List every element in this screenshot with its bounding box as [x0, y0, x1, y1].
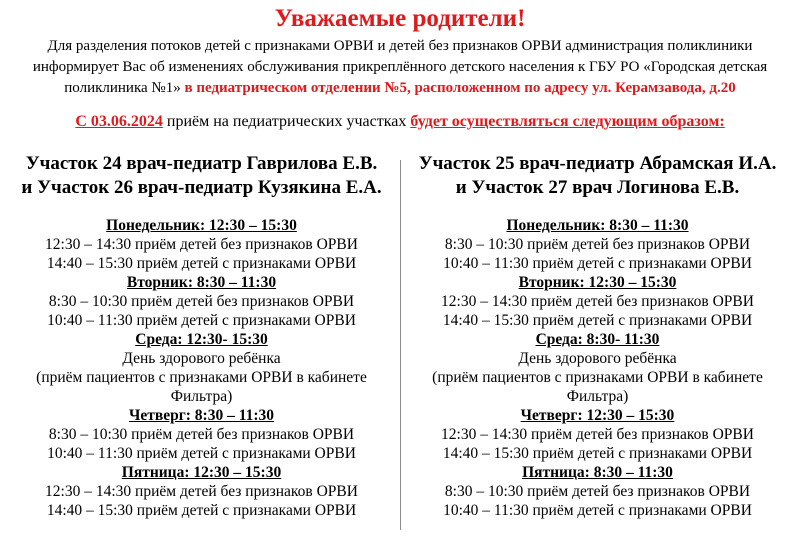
right-column-heading — [410, 152, 785, 200]
left-heading-line-2: и Участок 26 врач-педиатр Кузякина Е.А. — [21, 177, 382, 198]
right-heading-line-1: Участок 25 врач-педиатр Абрамская И.А. — [418, 153, 777, 174]
effective-date-line — [0, 111, 800, 133]
left-wednesday-line-2: (приём пациентов с признаками ОРВИ в кабинете — [36, 369, 367, 386]
right-day-monday: Понедельник: 8:30 – 11:30 — [506, 217, 689, 234]
right-thursday-slot-1: 12:30 – 14:30 приём детей без признаков ОРВИ — [441, 426, 754, 443]
left-day-tuesday: Вторник: 8:30 – 11:30 — [126, 274, 277, 291]
right-thursday-slot-2: 14:40 – 15:30 приём детей с признаками ОРВИ — [442, 445, 753, 462]
right-wednesday-line-2: (приём пациентов с признаками ОРВИ в кабинете — [432, 369, 763, 386]
intro-address: в педиатрическом отделении №5, расположенном по адресу ул. Керамзавода, д.20 — [184, 80, 736, 96]
right-tuesday-slot-1: 12:30 – 14:30 приём детей без признаков ОРВИ — [441, 293, 754, 310]
right-friday-slot-2: 10:40 – 11:30 приём детей с признаками ОРВИ — [443, 502, 752, 519]
right-monday-slot-1: 8:30 – 10:30 приём детей без признаков ОРВИ — [444, 236, 751, 253]
left-day-monday: Понедельник: 12:30 – 15:30 — [106, 217, 297, 234]
right-wednesday-line-1: День здорового ребёнка — [518, 350, 677, 367]
right-day-thursday: Четверг: 12:30 – 15:30 — [520, 407, 675, 424]
left-tuesday-slot-2: 10:40 – 11:30 приём детей с признаками ОРВИ — [47, 312, 356, 329]
left-friday-slot-2: 14:40 – 15:30 приём детей с признаками ОРВИ — [46, 502, 357, 519]
intro-paragraph — [10, 36, 790, 99]
left-friday-slot-1: 12:30 – 14:30 приём детей без признаков ОРВИ — [45, 483, 358, 500]
right-monday-slot-2: 10:40 – 11:30 приём детей с признаками ОРВИ — [443, 255, 752, 272]
right-friday-slot-1: 8:30 – 10:30 приём детей без признаков ОРВИ — [444, 483, 751, 500]
right-heading-line-2: и Участок 27 врач Логинова Е.В. — [455, 177, 740, 198]
left-heading-line-1: Участок 24 врач-педиатр Гаврилова Е.В. — [25, 153, 378, 174]
left-thursday-slot-2: 10:40 – 11:30 приём детей с признаками ОРВИ — [47, 445, 356, 462]
intro-text: Для разделения потоков детей с признаками ОРВИ и детей без признаков ОРВИ администрация поликлиники информирует Вас об изменениях обслуживания прикреплённого детского населения к ГБУ РО «Городская детская поликлиника №1» — [32, 38, 768, 96]
left-day-wednesday: Среда: 12:30- 15:30 — [135, 331, 268, 348]
right-day-friday: Пятница: 8:30 – 11:30 — [522, 464, 673, 481]
schedule-right-column — [410, 152, 785, 520]
left-day-friday: Пятница: 12:30 – 15:30 — [121, 464, 282, 481]
left-tuesday-slot-1: 8:30 – 10:30 приём детей без признаков ОРВИ — [48, 293, 355, 310]
left-thursday-slot-1: 8:30 – 10:30 приём детей без признаков ОРВИ — [48, 426, 355, 443]
left-wednesday-line-3: Фильтра) — [170, 388, 233, 405]
date-line-manner: будет осуществляться следующим образом: — [410, 113, 725, 130]
schedule-left-column — [14, 152, 389, 520]
date-line-middle: приём на педиатрических участках — [162, 113, 411, 130]
page-title: Уважаемые родители! — [274, 5, 526, 32]
effective-date: С 03.06.2024 — [75, 113, 163, 130]
right-tuesday-slot-2: 14:40 – 15:30 приём детей с признаками ОРВИ — [442, 312, 753, 329]
left-monday-slot-2: 14:40 – 15:30 приём детей с признаками ОРВИ — [46, 255, 357, 272]
column-divider — [400, 160, 401, 530]
left-column-heading — [14, 152, 389, 200]
right-day-wednesday: Среда: 8:30- 11:30 — [535, 331, 660, 348]
right-day-tuesday: Вторник: 12:30 – 15:30 — [518, 274, 677, 291]
left-day-thursday: Четверг: 8:30 – 11:30 — [128, 407, 275, 424]
right-wednesday-line-3: Фильтра) — [566, 388, 629, 405]
left-monday-slot-1: 12:30 – 14:30 приём детей без признаков ОРВИ — [45, 236, 358, 253]
left-wednesday-line-1: День здорового ребёнка — [122, 350, 281, 367]
